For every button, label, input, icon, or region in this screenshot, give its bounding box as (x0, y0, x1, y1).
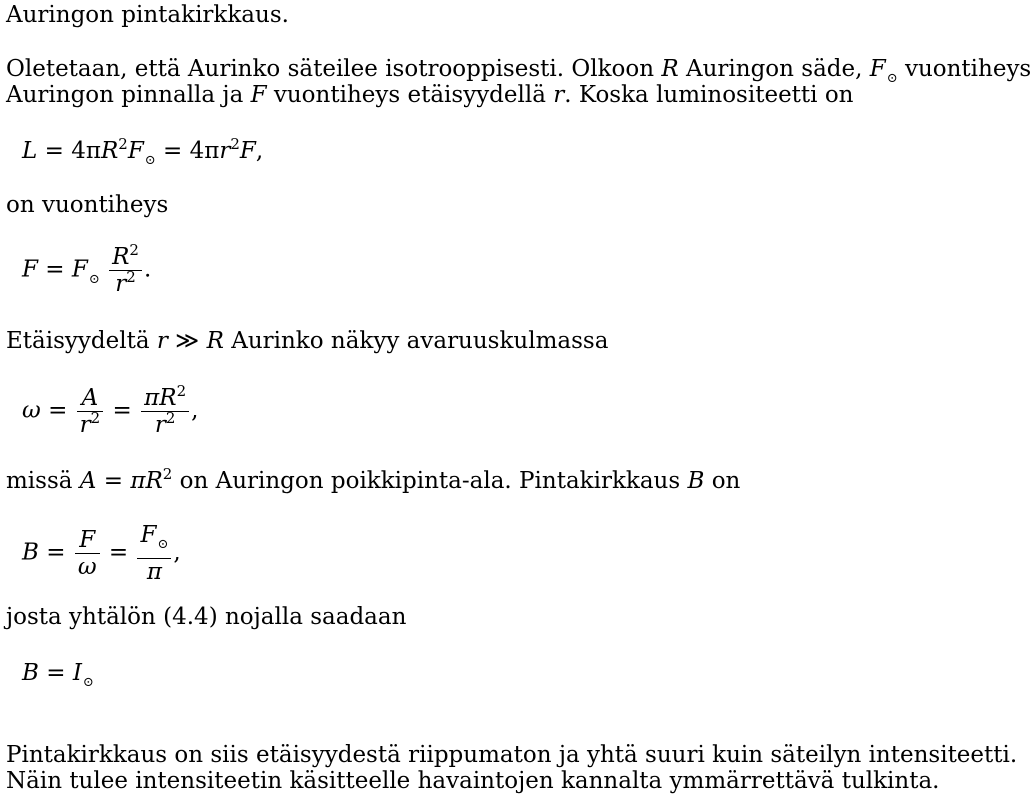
eq-var: R (100, 138, 119, 164)
denominator (137, 558, 171, 585)
text-fragment: vuontiheys etäisyydellä (273, 82, 546, 108)
eq-exp: 2 (118, 135, 128, 153)
eq-lhs: B (22, 660, 39, 686)
eq-sign: = (46, 660, 66, 686)
symbol-piR: πR (130, 468, 163, 494)
text-flux: on vuontiheys (6, 192, 169, 218)
sun-symbol-icon: ⊙ (157, 537, 169, 552)
eq-punct: . (143, 256, 152, 283)
eq-var: r (219, 138, 231, 164)
text-fragment: on Auringon poikkipinta-ala. Pintakirkkaus (179, 468, 681, 494)
eq-exp: 2 (90, 409, 101, 427)
text-fragment: Auringon säde, (686, 56, 863, 82)
symbol-r: r (156, 328, 168, 354)
symbol-F: F (250, 82, 267, 108)
equation-luminosity (22, 135, 264, 174)
equation-flux (22, 241, 152, 297)
numerator (137, 522, 171, 558)
eq-sign: = (108, 539, 129, 566)
text-fragment: Etäisyydeltä (6, 328, 150, 354)
eq-lhs: B (22, 539, 39, 566)
text-fragment: missä (6, 468, 73, 494)
eq-exp: 2 (230, 135, 240, 153)
numerator (77, 385, 104, 411)
eq-var: A (81, 385, 99, 411)
eq-var: R (112, 244, 130, 270)
text-fragment: . Koska luminositeetti on (564, 82, 854, 108)
denominator (141, 411, 189, 438)
text-fragment: Aurinko näkyy avaruuskulmassa (231, 328, 609, 354)
equation-brightness (22, 522, 181, 585)
text-fragment: vuontiheys (904, 56, 1031, 82)
eq-exp: 2 (129, 241, 139, 259)
eq-punct: , (173, 539, 181, 566)
denominator (109, 270, 142, 297)
fraction (75, 527, 100, 580)
fraction (141, 382, 189, 438)
eq-var: F (79, 527, 96, 553)
eq-punct: , (255, 138, 264, 164)
equation-intensity (22, 660, 94, 696)
conclusion-line-2: Näin tulee intensiteetin käsitteelle havaintojen kannalta ymmärrettävä tulkinta. (6, 768, 940, 794)
eq-lhs: L (22, 138, 38, 164)
denominator (77, 411, 104, 438)
eq-var: π (146, 559, 162, 585)
eq-sign: = (103, 468, 124, 494)
symbol-R: R (206, 328, 224, 354)
fraction (137, 522, 171, 585)
numerator (75, 527, 100, 553)
symbol-A: A (79, 468, 97, 494)
eq-sign: = (48, 397, 68, 424)
eq-sign: = (45, 256, 65, 283)
eq-const: 4π (189, 138, 220, 164)
eq-exp: 2 (176, 382, 187, 400)
much-greater-symbol: ≫ (175, 328, 200, 354)
text-area (6, 465, 741, 494)
eq-var: F (127, 138, 144, 164)
sun-symbol-icon: ⊙ (144, 153, 156, 168)
eq-var: F (71, 256, 88, 283)
section-heading: Auringon pintakirkkaus. (6, 2, 289, 28)
eq-sign: = (46, 539, 66, 566)
eq-const: 4π (71, 138, 101, 164)
eq-var: ω (77, 554, 97, 580)
text-fragment: Oletetaan, että Aurinko säteilee isotrooppisesti. Olkoon (6, 56, 655, 82)
eq-lhs: ω (22, 397, 41, 424)
eq-sign: = (112, 397, 132, 424)
eq-var: F (140, 522, 157, 548)
eq-var: I (72, 660, 82, 686)
sun-symbol-icon: ⊙ (82, 675, 94, 690)
text-distance (6, 328, 608, 354)
paragraph-1-line-2 (6, 82, 854, 108)
fraction (77, 385, 104, 438)
text-hence: josta yhtälön (4.4) nojalla saadaan (6, 604, 407, 630)
sun-symbol-icon: ⊙ (886, 71, 898, 86)
eq-var: πR (144, 385, 177, 411)
eq-sign: = (44, 138, 64, 164)
eq-var: r (154, 412, 166, 438)
eq-sign: = (163, 138, 183, 164)
fraction (109, 241, 142, 297)
symbol-r: r (553, 82, 565, 108)
text-fragment: Auringon pinnalla ja (6, 82, 244, 108)
conclusion-line-1: Pintakirkkaus on siis etäisyydestä riippumaton ja yhtä suuri kuin säteilyn intensiteetti. (6, 742, 1018, 768)
symbol-R: R (661, 56, 679, 82)
eq-exp: 2 (162, 465, 173, 483)
equation-solid-angle (22, 382, 199, 438)
eq-lhs: F (22, 256, 38, 283)
denominator (75, 553, 100, 580)
numerator (109, 241, 142, 270)
sun-symbol-icon: ⊙ (88, 271, 100, 287)
symbol-F: F (869, 56, 886, 82)
eq-punct: , (191, 397, 199, 424)
numerator (141, 382, 189, 411)
eq-exp: 2 (126, 268, 136, 286)
eq-var: r (79, 412, 91, 438)
eq-exp: 2 (165, 409, 176, 427)
eq-var: F (239, 138, 256, 164)
eq-var: r (115, 271, 127, 297)
text-fragment: on (711, 468, 741, 494)
symbol-B: B (687, 468, 705, 494)
